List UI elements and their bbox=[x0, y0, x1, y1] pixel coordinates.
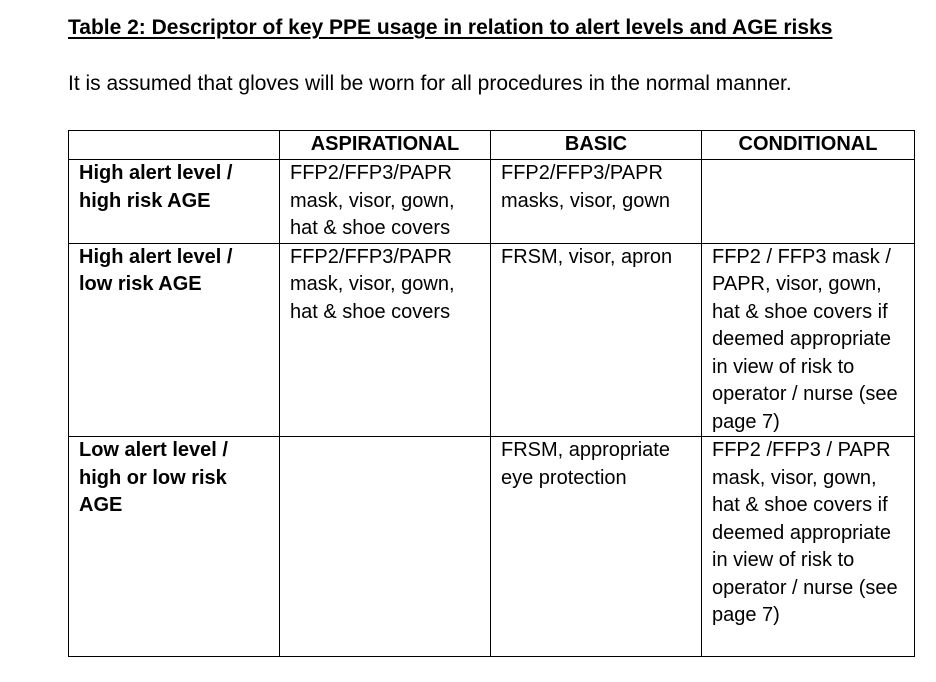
cell-basic: FFP2/FFP3/PAPR masks, visor, gown bbox=[491, 160, 702, 244]
table-header-row bbox=[69, 131, 915, 160]
cell-aspirational bbox=[280, 437, 491, 657]
table-title: Table 2: Descriptor of key PPE usage in relation to alert levels and AGE risks bbox=[68, 16, 833, 39]
column-header-aspirational: ASPIRATIONAL bbox=[280, 131, 491, 160]
header-corner-cell bbox=[69, 131, 280, 160]
row-header-high-alert-low-risk: High alert level / low risk AGE bbox=[69, 243, 280, 437]
cell-basic: FRSM, visor, apron bbox=[491, 243, 702, 437]
cell-conditional: FFP2 / FFP3 mask / PAPR, visor, gown, hat & shoe covers if deemed appropriate in view of risk to operator / nurse (see page 7) bbox=[702, 243, 915, 437]
cell-conditional: FFP2 /FFP3 / PAPR mask, visor, gown, hat & shoe covers if deemed appropriate in view of risk to operator / nurse (see page 7) bbox=[702, 437, 915, 657]
column-header-basic: BASIC bbox=[491, 131, 702, 160]
row-header-high-alert-high-risk: High alert level / high risk AGE bbox=[69, 160, 280, 244]
cell-aspirational: FFP2/FFP3/PAPR mask, visor, gown, hat & shoe covers bbox=[280, 243, 491, 437]
cell-basic: FRSM, appropriate eye protection bbox=[491, 437, 702, 657]
table-row bbox=[69, 160, 915, 244]
cell-aspirational: FFP2/FFP3/PAPR mask, visor, gown, hat & shoe covers bbox=[280, 160, 491, 244]
ppe-table bbox=[68, 130, 915, 657]
intro-paragraph: It is assumed that gloves will be worn for all procedures in the normal manner. bbox=[68, 72, 792, 95]
table-row bbox=[69, 243, 915, 437]
column-header-conditional: CONDITIONAL bbox=[702, 131, 915, 160]
row-header-low-alert: Low alert level / high or low risk AGE bbox=[69, 437, 280, 657]
cell-conditional bbox=[702, 160, 915, 244]
table-row bbox=[69, 437, 915, 657]
